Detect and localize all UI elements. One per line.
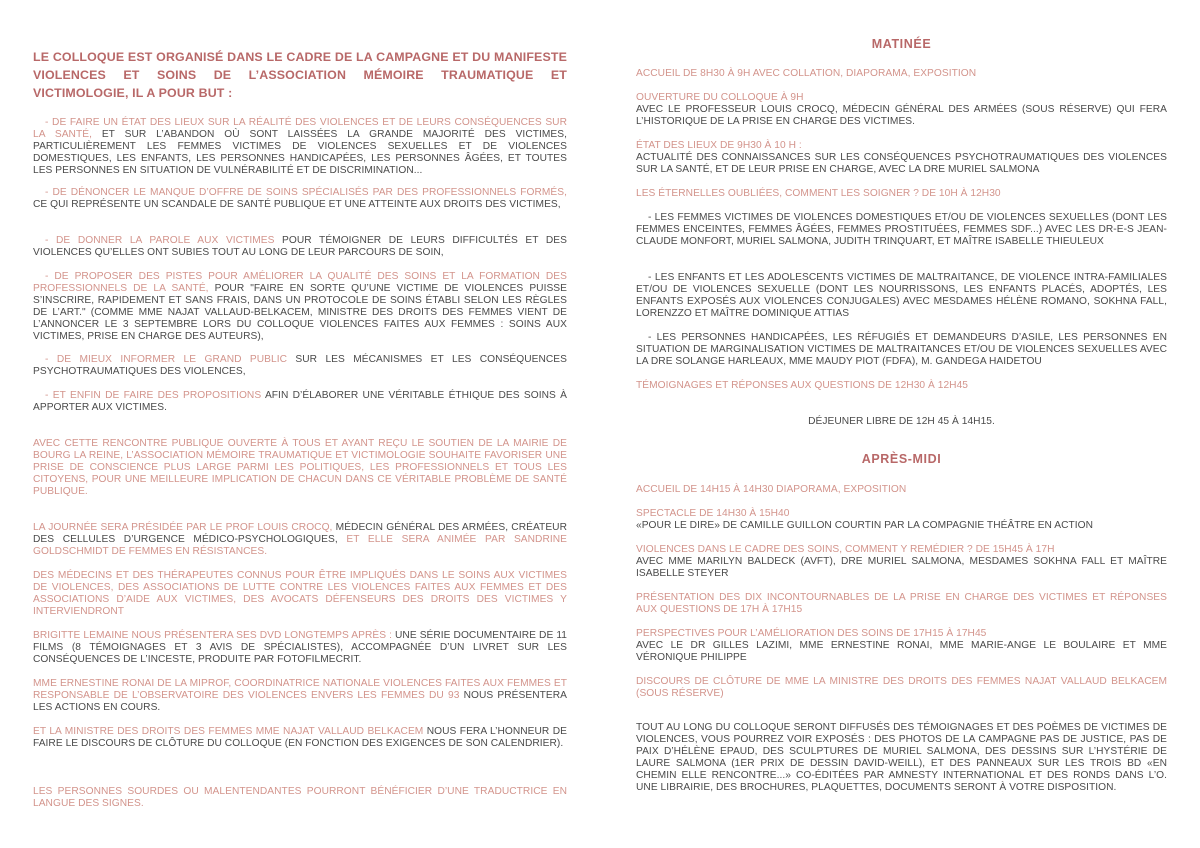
goal-text: SUR LES MÉCANISMES ET LES CONSÉQUENCES PSYCHOTRAUMATIQUES DES VIOLENCES, xyxy=(33,354,567,377)
apresmidi-title: APRÈS-MIDI xyxy=(861,452,942,466)
ouverture-label: OUVERTURE DU COLLOQUE À 9H xyxy=(636,92,804,103)
spectacle-text: «POUR LE DIRE» DE CAMILLE GUILLON COURTIN PAR LA COMPAGNIE THÉÂTRE EN ACTION xyxy=(636,520,1094,531)
ministre-text: NOUS FERA L’HONNEUR DE FAIRE LE DISCOURS DE CLÔTURE DU COLLOQUE (EN FONCTION DES EXIGENCES DE SON CALENDRIER). xyxy=(33,726,567,749)
ronai-label: MME ERNESTINE RONAI DE LA MIPROF, COORDINATRICE NATIONALE VIOLENCES FAITES AUX FEMMES ET RESPONSABLE DE L’OBSERVATOIRE DES VIOLENCES ENVERS LES FEMMES DU 93 xyxy=(33,678,567,701)
femmes-item: - LES FEMMES VICTIMES DE VIOLENCES DOMESTIQUES ET/OU DE VIOLENCES SEXUELLES (DONT LES FEMMES ENCEINTES, FEMMES ÂGÉES, FEMMES PROSTITUÉES, FEMMES SDF...) AVEC LES DR-E-S JEAN-CLAUDE MONFORT, MURIEL SALMONA, JUDITH TRINQUART, ET MAÎTRE ISABELLE THIEULEUX xyxy=(636,212,1167,247)
goal-label: - DE DÉNONCER LE MANQUE D’OFFRE DE SOINS SPÉCIALISÉS PAR DES PROFESSIONNELS FORMÉS, xyxy=(45,187,567,198)
accueil-item: ACCUEIL DE 8H30 À 9H AVEC COLLATION, DIAPORAMA, EXPOSITION xyxy=(636,68,977,79)
goal-propositions xyxy=(33,390,567,414)
goal-text: POUR TÉMOIGNER DE LEURS DIFFICULTÉS ET DES VIOLENCES QU’ELLES ONT SUBIES TOUT AU LONG DE LEUR PARCOURS DE SOIN, xyxy=(33,235,567,258)
tout-au-long-paragraph: TOUT AU LONG DU COLLOQUE SERONT DIFFUSÉS DES TÉMOIGNAGES ET DES POÈMES DE VICTIMES DE VIOLENCES, VOUS POURREZ VOIR EXPOSÉS : DES PHOTOS DE LA CAMPAGNE PAS DE JUSTICE, PAS DE PAIX D’HÉLÈNE EPAUD, DES SCULPTURES DE MURIEL SALMONA, DES DESSINS SUR L’HYSTÉRIE DE LAURE SALMONA (1ER PRIX DE DESSIN DAVID-WEILL), ET DES PANNEAUX SUR LES TROIS BD «EN CHEMIN ELLE RENCONTRE...» CO-ÉDITÉES PAR AMNESTY INTERNATIONAL ET DES RONDS DANS L’O. UNE LIBRAIRIE, DES BROCHURES, PLAQUETTES, DOCUMENTS SERONT À VOTRE DISPOSITION. xyxy=(636,722,1167,793)
oubliees-item: LES ÉTERNELLES OUBLIÉES, COMMENT LES SOIGNER ? DE 10H À 12H30 xyxy=(636,188,1001,199)
ministre-label: ET LA MINISTRE DES DROITS DES FEMMES MME NAJAT VALLAUD BELKACEM xyxy=(33,726,424,737)
discours-item: DISCOURS DE CLÔTURE DE MME LA MINISTRE DES DROITS DES FEMMES NAJAT VALLAUD BELKACEM (SOUS RÉSERVE) xyxy=(636,676,1167,699)
sourdes-paragraph: LES PERSONNES SOURDES OU MALENTENDANTES POURRONT BÉNÉFICIER D’UNE TRADUCTRICE EN LANGUE DES SIGNES. xyxy=(33,786,567,809)
ronai-paragraph xyxy=(33,678,567,714)
etat-item xyxy=(636,140,1167,176)
goal-label: - ET ENFIN DE FAIRE DES PROPOSITIONS xyxy=(45,390,262,401)
ronai-text: NOUS PRÉSENTERA LES ACTIONS EN COURS. xyxy=(33,690,567,713)
goal-denoncer xyxy=(33,187,567,211)
goal-label: - DE FAIRE UN ÉTAT DES LIEUX SUR LA RÉALITÉ DES VIOLENCES ET DE LEURS CONSÉQUENCES SUR LA SANTÉ, xyxy=(33,117,567,140)
goal-text: POUR "FAIRE EN SORTE QU’UNE VICTIME DE VIOLENCES PUISSE S’INSCRIRE, RAPIDEMENT ET SANS FRAIS, DANS UN PROTOCOLE DE SOINS ÉTABLI SELON LES RÈGLES DE L’ART." (COMME MME NAJAT VALLAUD-BELKACEM, MINISTRE DES DROITS DES FEMMES VIENT DE L’ANNONCER LE 3 SEPTEMBRE LORS DU COLLOQUE VIOLENCES FAITES AUX FEMMES : SOINS AUX VICTIMES, PRISE EN CHARGE DES AUTEURS), xyxy=(33,283,567,342)
ouverture-text: AVEC LE PROFESSEUR LOUIS CROCQ, MÉDECIN GÉNÉRAL DES ARMÉES (SOUS RÉSERVE) QUI FERA L’HISTORIQUE DE LA PRISE EN CHARGE DES VICTIMES. xyxy=(636,104,1167,127)
goal-proposer xyxy=(33,271,567,343)
goal-text: ET SUR L’ABANDON OÙ SONT LAISSÉES LA GRANDE MAJORITÉ DES VICTIMES, PARTICULIÈREMENT LES FEMMES VICTIMES DE VIOLENCES SEXUELLES ET DE VIOLENCES DOMESTIQUES, LES ENFANTS, LES PERSONNES HANDICAPÉES, LES PERSONNES ÂGÉES, ET TOUTES LES PERSONNES EN SITUATION DE VULNÉRABILITÉ ET DE DISCRIMINATION... xyxy=(33,129,567,176)
enfants-item: - LES ENFANTS ET LES ADOLESCENTS VICTIMES DE MALTRAITANCE, DE VIOLENCE INTRA-FAMILIALES ET/OU DE VIOLENCES SEXUELLE (DONT LES NOURRISSONS, LES ENFANTS PLACÉS, ADOPTÉS, LES ENFANTS EXPOSÉS AUX VIOLENCES CONJUGALES) AVEC MESDAMES HÉLÈNE ROMANO, SOKHNA FALL, LORENZZO ET MAÎTRE DOMINIQUE ATTIAS xyxy=(636,272,1167,319)
presentation-item: PRÉSENTATION DES DIX INCONTOURNABLES DE LA PRISE EN CHARGE DES VICTIMES ET RÉPONSES AUX QUESTIONS DE 17H À 17H15 xyxy=(636,592,1167,615)
handicapees-item: - LES PERSONNES HANDICAPÉES, LES RÉFUGIÉS ET DEMANDEURS D’ASILE, LES PERSONNES EN SITUATION DE MARGINALISATION VICTIMES DE MALTRAITANCES ET/OU DE VIOLENCES SEXUELLES AVEC LA DRE SOLANGE HARLEAUX, MME MAUDY PIOT (FDFA), M. GANDEGA HAIDETOU xyxy=(636,332,1167,367)
spectacle-item xyxy=(636,508,1167,532)
brigitte-paragraph xyxy=(33,630,567,666)
perspectives-text: AVEC LE DR GILLES LAZIMI, MME ERNESTINE RONAI, MME MARIE-ANGE LE BOULAIRE ET MME VÉRONIQUE PHILIPPE xyxy=(636,640,1167,663)
rencontre-paragraph: AVEC CETTE RENCONTRE PUBLIQUE OUVERTE À TOUS ET AYANT REÇU LE SOUTIEN DE LA MAIRIE DE BOURG LA REINE, L’ASSOCIATION MÉMOIRE TRAUMATIQUE ET VICTIMOLOGIE SOUHAITE FAVORISER UNE PRISE DE CONSCIENCE PLUS LARGE PARMI LES POLITIQUES, LES PROFESSIONNELS ET TOUS LES CITOYENS, POUR UNE MEILLEURE IMPLICATION DE CHACUN DANS CE VÉRITABLE PROBLÈME DE SANTÉ PUBLIQUE. xyxy=(33,438,567,497)
violences-item xyxy=(636,544,1167,580)
violences-label: VIOLENCES DANS LE CADRE DES SOINS, COMMENT Y REMÉDIER ? DE 15H45 À 17H xyxy=(636,544,1055,555)
medecins-paragraph: DES MÉDECINS ET DES THÉRAPEUTES CONNUS POUR ÊTRE IMPLIQUÉS DANS LE SOINS AUX VICTIMES DE VIOLENCES, DES ASSOCIATIONS DE LUTTE CONTRE LES VIOLENCES FAITES AUX FEMMES ET DES ASSOCIATIONS D’AIDE AUX VICTIMES, DES AVOCATS DÉFENSEURS DES DROITS DES VICTIMES Y INTERVIENDRONT xyxy=(33,570,567,617)
dejeuner-item: DÉJEUNER LIBRE DE 12H 45 À 14H15. xyxy=(808,416,995,427)
brigitte-label: BRIGITTE LEMAINE NOUS PRÉSENTERA SES DVD LONGTEMPS APRÈS : xyxy=(33,630,392,641)
temoignages-item: TÉMOIGNAGES ET RÉPONSES AUX QUESTIONS DE 12H30 À 12H45 xyxy=(636,380,969,391)
etat-text: ACTUALITÉ DES CONNAISSANCES SUR LES CONSÉQUENCES PSYCHOTRAUMATIQUES DES VIOLENCES SUR LA SANTÉ, ET DE LEUR PRISE EN CHARGE, AVEC LA DRE MURIEL SALMONA xyxy=(636,152,1167,175)
journee-label: LA JOURNÉE SERA PRÉSIDÉE PAR LE PROF LOUIS CROCQ, xyxy=(33,522,333,533)
ministre-paragraph xyxy=(33,726,567,750)
ouverture-item xyxy=(636,92,1167,128)
accueil-am-item: ACCUEIL DE 14H15 À 14H30 DIAPORAMA, EXPOSITION xyxy=(636,484,907,495)
journee-text: MÉDECIN GÉNÉRAL DES ARMÉES, CRÉATEUR DES CELLULES D’URGENCE MÉDICO-PSYCHOLOGIQUES, xyxy=(33,522,567,545)
goal-text: CE QUI REPRÉSENTE UN SCANDALE DE SANTÉ PUBLIQUE ET UNE ATTEINTE AUX DROITS DES VICTIMES, xyxy=(33,199,561,210)
goal-etat-des-lieux xyxy=(33,117,567,177)
spectacle-label: SPECTACLE DE 14H30 À 15H40 xyxy=(636,508,790,519)
violences-text: AVEC MME MARILYN BALDECK (AVFT), DRE MURIEL SALMONA, MESDAMES SOKHNA FALL ET MAÎTRE ISABELLE STEYER xyxy=(636,556,1167,579)
perspectives-item xyxy=(636,628,1167,664)
brigitte-text: UNE SÉRIE DOCUMENTAIRE DE 11 FILMS (8 TÉMOIGNAGES ET 3 AVIS DE SPÉCIALISTES), ACCOMPAGNÉE D’UN LIVRET SUR LES CONSÉQUENCES DE L’INCESTE, PRODUITE PAR FOTOFILMECRIT. xyxy=(33,630,568,665)
matinee-title: MATINÉE xyxy=(871,37,932,51)
perspectives-label: PERSPECTIVES POUR L’AMÉLIORATION DES SOINS DE 17H15 À 17H45 xyxy=(636,628,987,639)
goal-text: AFIN D’ÉLABORER UNE VÉRITABLE ÉTHIQUE DES SOINS À APPORTER AUX VICTIMES. xyxy=(33,390,567,413)
goal-parole xyxy=(33,235,567,259)
journee-animation: ET ELLE SERA ANIMÉE PAR SANDRINE GOLDSCHMIDT DE FEMMES EN RÉSISTANCES. xyxy=(33,534,568,557)
goal-label: - DE MIEUX INFORMER LE GRAND PUBLIC xyxy=(45,354,288,365)
goal-label: - DE PROPOSER DES PISTES POUR AMÉLIORER LA QUALITÉ DES SOINS ET LA FORMATION DES PROFESSIONNELS DE LA SANTÉ, xyxy=(33,271,567,294)
intro-heading: LE COLLOQUE EST ORGANISÉ DANS LE CADRE DE LA CAMPAGNE ET DU MANIFESTE VIOLENCES ET SOINS DE L’ASSOCIATION MÉMOIRE TRAUMATIQUE ET VICTIMOLOGIE, IL A POUR BUT : xyxy=(33,50,567,100)
etat-label: ÉTAT DES LIEUX DE 9H30 À 10 H : xyxy=(636,140,802,151)
goal-informer xyxy=(33,354,567,378)
goal-label: - DE DONNER LA PAROLE AUX VICTIMES xyxy=(45,235,275,246)
journee-paragraph xyxy=(33,522,567,558)
